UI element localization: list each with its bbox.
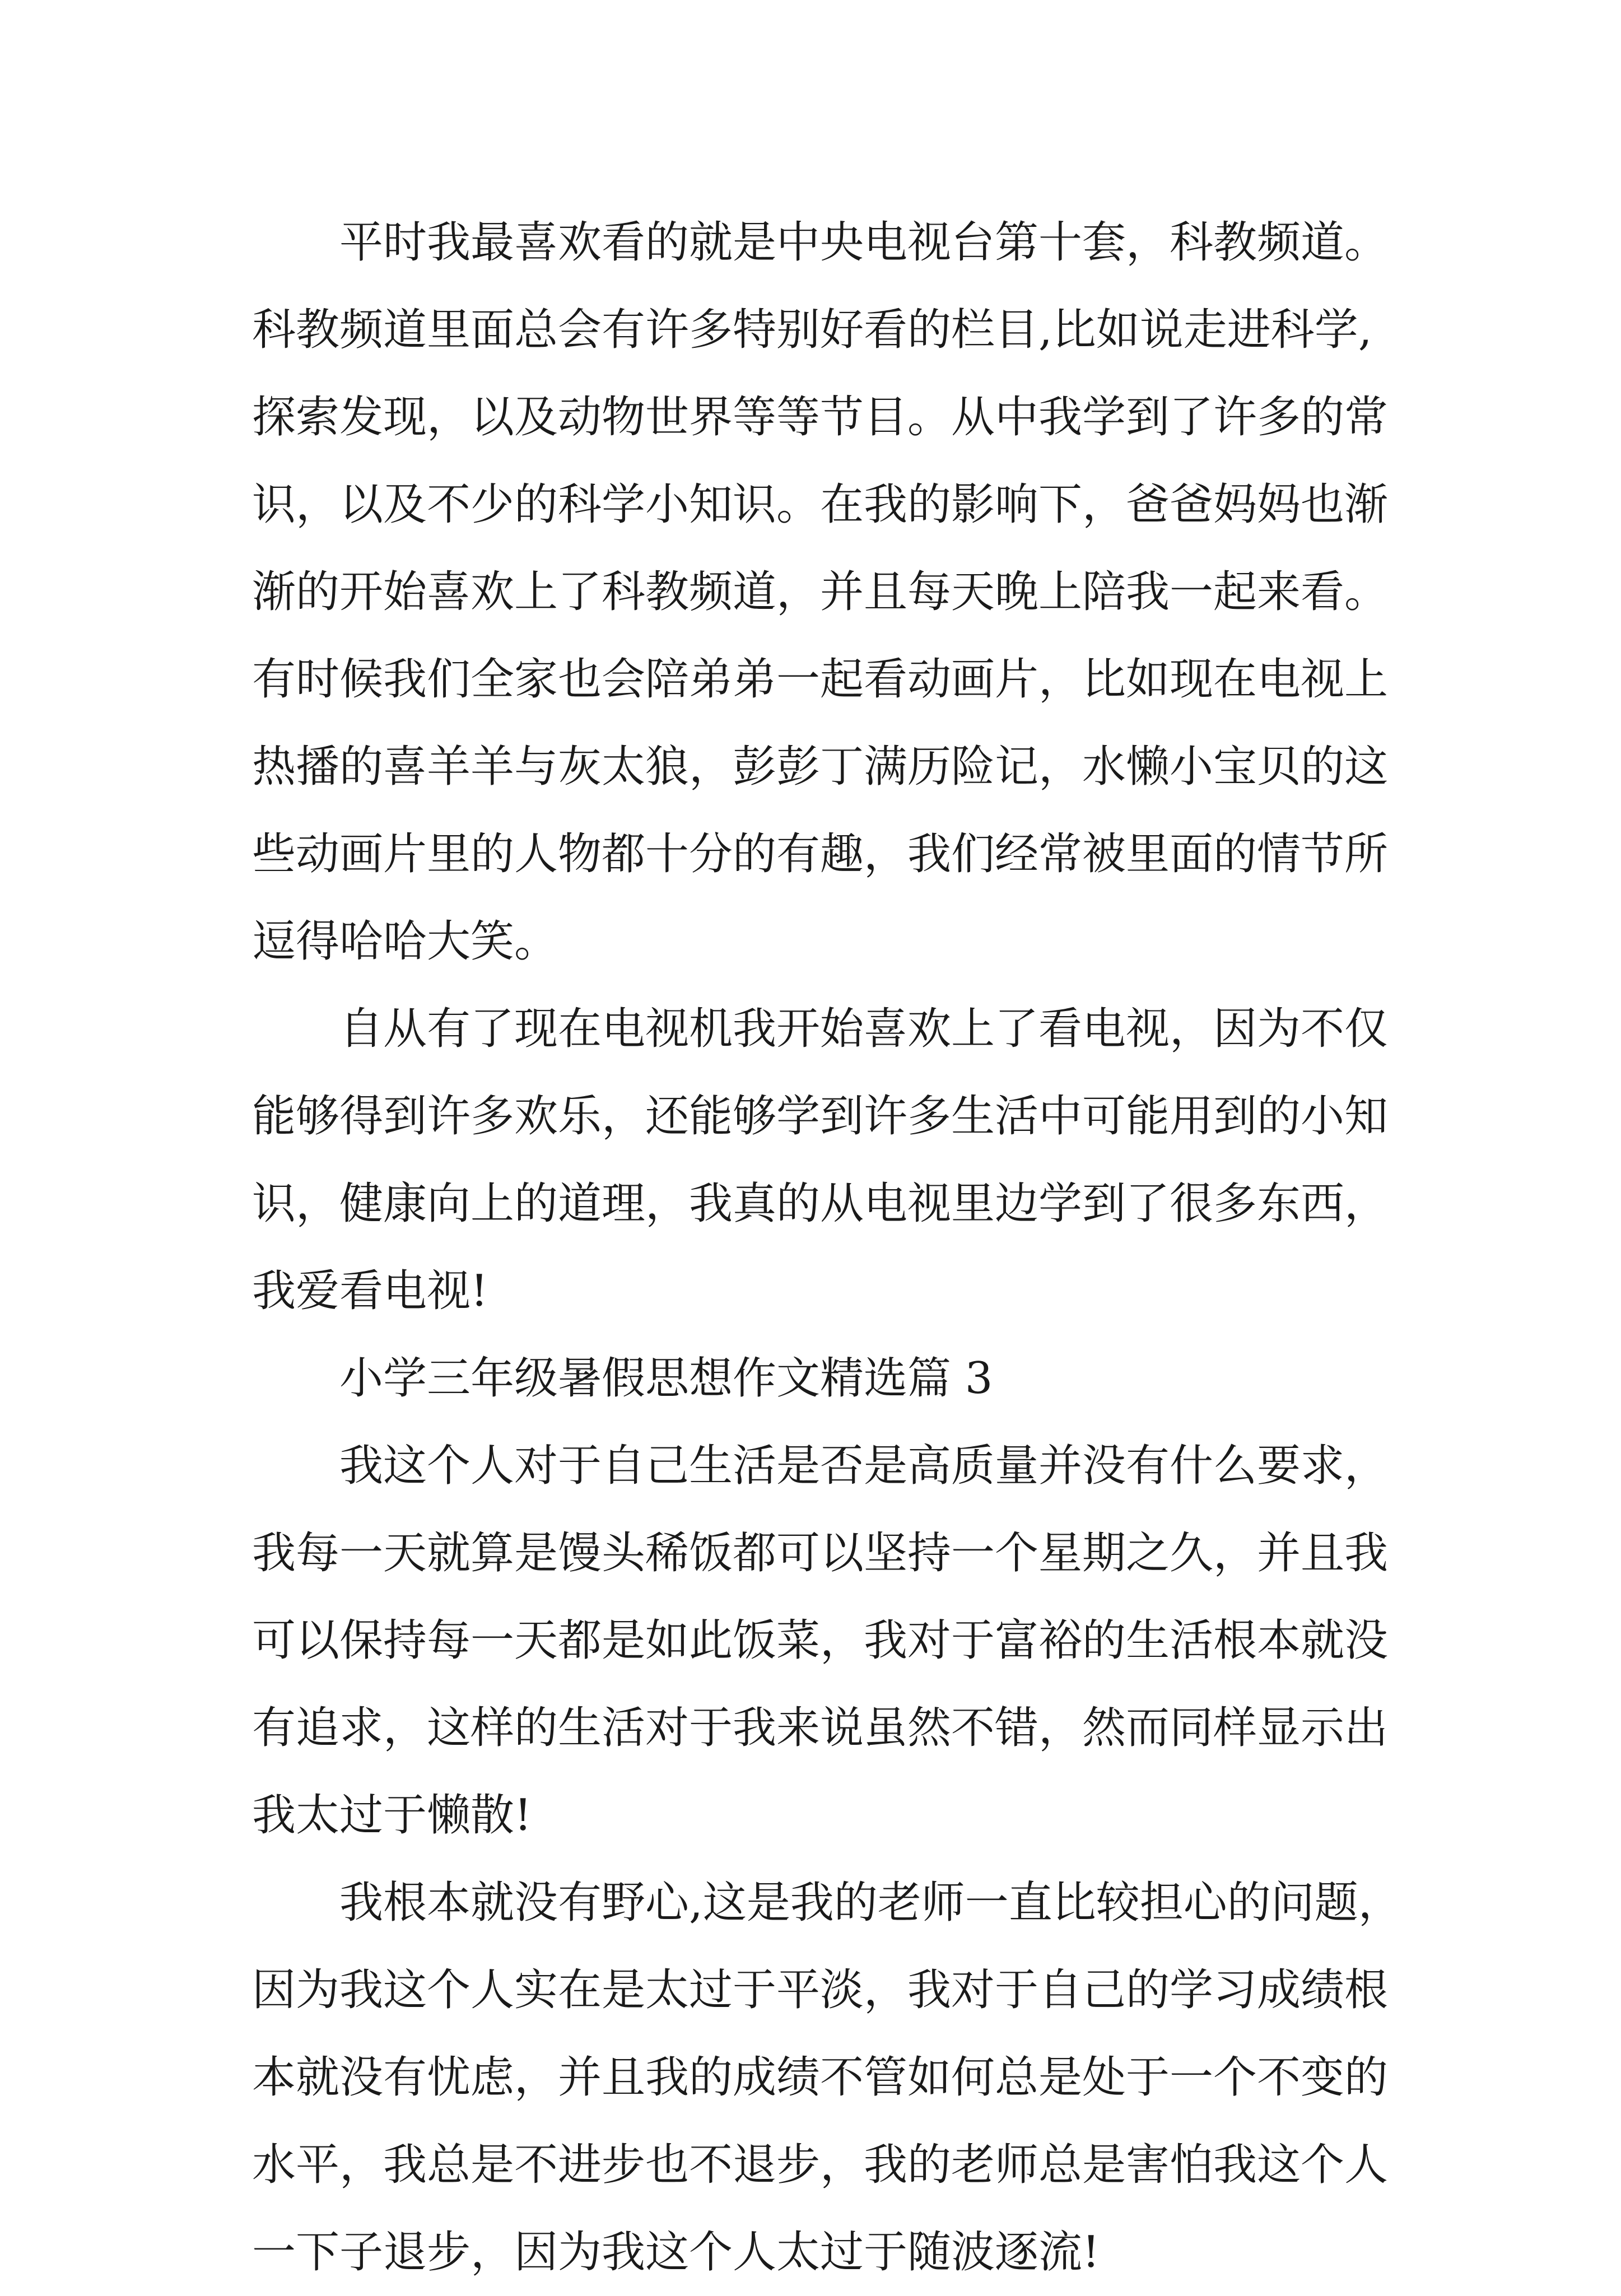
text-line: 能够得到许多欢乐，还能够学到许多生活中可能用到的小知 — [252, 1091, 1389, 1142]
text-line: 识，健康向上的道理，我真的从电视里边学到了很多东西， — [252, 1179, 1389, 1229]
document-body — [252, 199, 1440, 2296]
text-line: 热播的喜羊羊与灰太狼，彭彭丁满历险记，水懒小宝贝的这 — [252, 742, 1389, 792]
text-line: 可以保持每一天都是如此饭菜，我对于富裕的生活根本就没 — [252, 1615, 1389, 1666]
text-line: 平时我最喜欢看的就是中央电视台第十套，科教频道。 — [339, 217, 1389, 268]
text-line: 我太过于懒散! — [252, 1790, 532, 1841]
text-line: 我每一天就算是馒头稀饭都可以坚持一个星期之久，并且我 — [252, 1528, 1389, 1578]
text-line: 渐的开始喜欢上了科教频道，并且每天晚上陪我一起来看。 — [252, 567, 1389, 617]
text-line: 有时候我们全家也会陪弟弟一起看动画片，比如现在电视上 — [252, 654, 1389, 705]
text-line: 我这个人对于自己生活是否是高质量并没有什么要求， — [339, 1441, 1389, 1491]
text-line: 一下子退步，因为我这个人太过于随波逐流! — [252, 2227, 1100, 2278]
text-line: 有追求，这样的生活对于我来说虽然不错，然而同样显示出 — [252, 1703, 1389, 1753]
text-line: 自从有了现在电视机我开始喜欢上了看电视，因为不仅 — [339, 1004, 1389, 1054]
text-line: 科教频道里面总会有许多特别好看的栏目,比如说走进科学, — [252, 305, 1372, 355]
text-line: 小学三年级暑假思想作文精选篇 3 — [339, 1353, 993, 1404]
text-line: 我爱看电视! — [252, 1266, 488, 1316]
text-line: 我根本就没有野心,这是我的老师一直比较担心的问题， — [339, 1878, 1402, 1928]
text-line: 水平，我总是不进步也不退步，我的老师总是害怕我这个人 — [252, 2140, 1389, 2190]
text-line: 因为我这个人实在是太过于平淡，我对于自己的学习成绩根 — [252, 1965, 1389, 2015]
text-line: 识，以及不少的科学小知识。在我的影响下，爸爸妈妈也渐 — [252, 479, 1389, 530]
text-line: 探索发现，以及动物世界等等节目。从中我学到了许多的常 — [252, 392, 1389, 443]
text-line: 本就没有忧虑，并且我的成绩不管如何总是处于一个不变的 — [252, 2052, 1389, 2103]
text-line: 逗得哈哈大笑。 — [252, 916, 558, 967]
text-line: 些动画片里的人物都十分的有趣，我们经常被里面的情节所 — [252, 829, 1389, 879]
